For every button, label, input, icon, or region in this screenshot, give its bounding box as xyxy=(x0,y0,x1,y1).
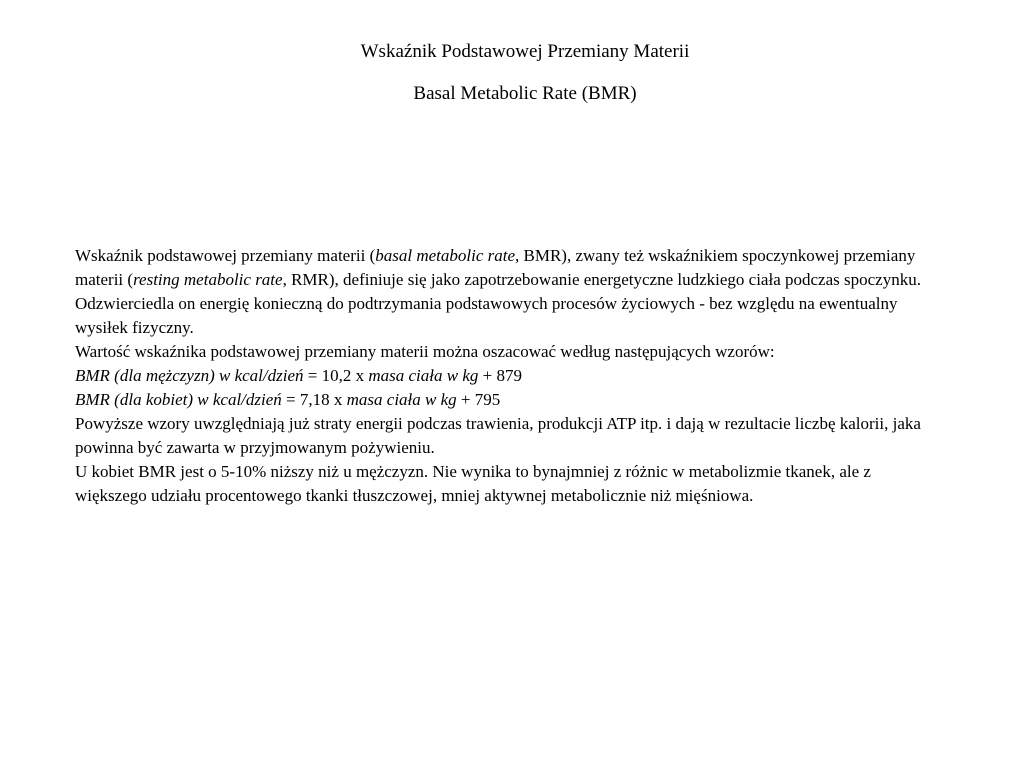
title-english: Basal Metabolic Rate (BMR) xyxy=(413,83,637,104)
formula-women-label: BMR (dla kobiet) w kcal/dzień xyxy=(75,390,282,409)
formula-men xyxy=(75,364,945,388)
intro-text-2: , BMR), zwany też wskaźnikiem spoczynkowej przemiany materii ( xyxy=(75,246,916,289)
formula-women-variable: masa ciała w kg xyxy=(346,390,457,409)
formula-men-variable: masa ciała w kg xyxy=(368,366,479,385)
formula-men-constant: + 879 xyxy=(478,366,522,385)
formula-men-coef: = 10,2 x xyxy=(303,366,369,385)
note-women: U kobiet BMR jest o 5-10% niższy niż u mężczyzn. Nie wynika to bynajmniej z różnic w metabolizmie tkanek, ale z większego udziału procentowego tkanki tłuszczowej, mniej aktywnej metabolicznie niż mięśniowa. xyxy=(75,462,871,505)
term-resting-metabolic-rate: resting metabolic rate xyxy=(133,270,283,289)
note-formulas: Powyższe wzory uwzględniają już straty energii podczas trawienia, produkcji ATP itp. i dają w rezultacie liczbę kalorii, jaka powinna być zawarta w przyjmowanym pożywieniu. xyxy=(75,414,921,457)
formula-women xyxy=(75,388,945,412)
term-basal-metabolic-rate: basal metabolic rate xyxy=(375,246,515,265)
estimate-line: Wartość wskaźnika podstawowej przemiany materii można oszacować według następujących wzorów: xyxy=(75,342,775,361)
formula-women-coef: = 7,18 x xyxy=(281,390,347,409)
intro-text-1: Wskaźnik podstawowej przemiany materii ( xyxy=(75,246,376,265)
intro-text-3: , RMR), definiuje się jako zapotrzebowanie energetyczne ludzkiego ciała podczas spoczynku. Odzwierciedla on energię konieczną do podtrzymania podstawowych procesów życiowych - bez względu na ewentualny wysiłek fizyczny. xyxy=(75,270,921,337)
intro-paragraph xyxy=(75,244,945,340)
slide-title xyxy=(0,40,1024,106)
formula-men-label: BMR (dla mężczyzn) w kcal/dzień xyxy=(75,366,304,385)
title-polish: Wskaźnik Podstawowej Przemiany Materii xyxy=(360,41,690,62)
formula-women-constant: + 795 xyxy=(456,390,501,409)
slide-body xyxy=(75,244,945,508)
